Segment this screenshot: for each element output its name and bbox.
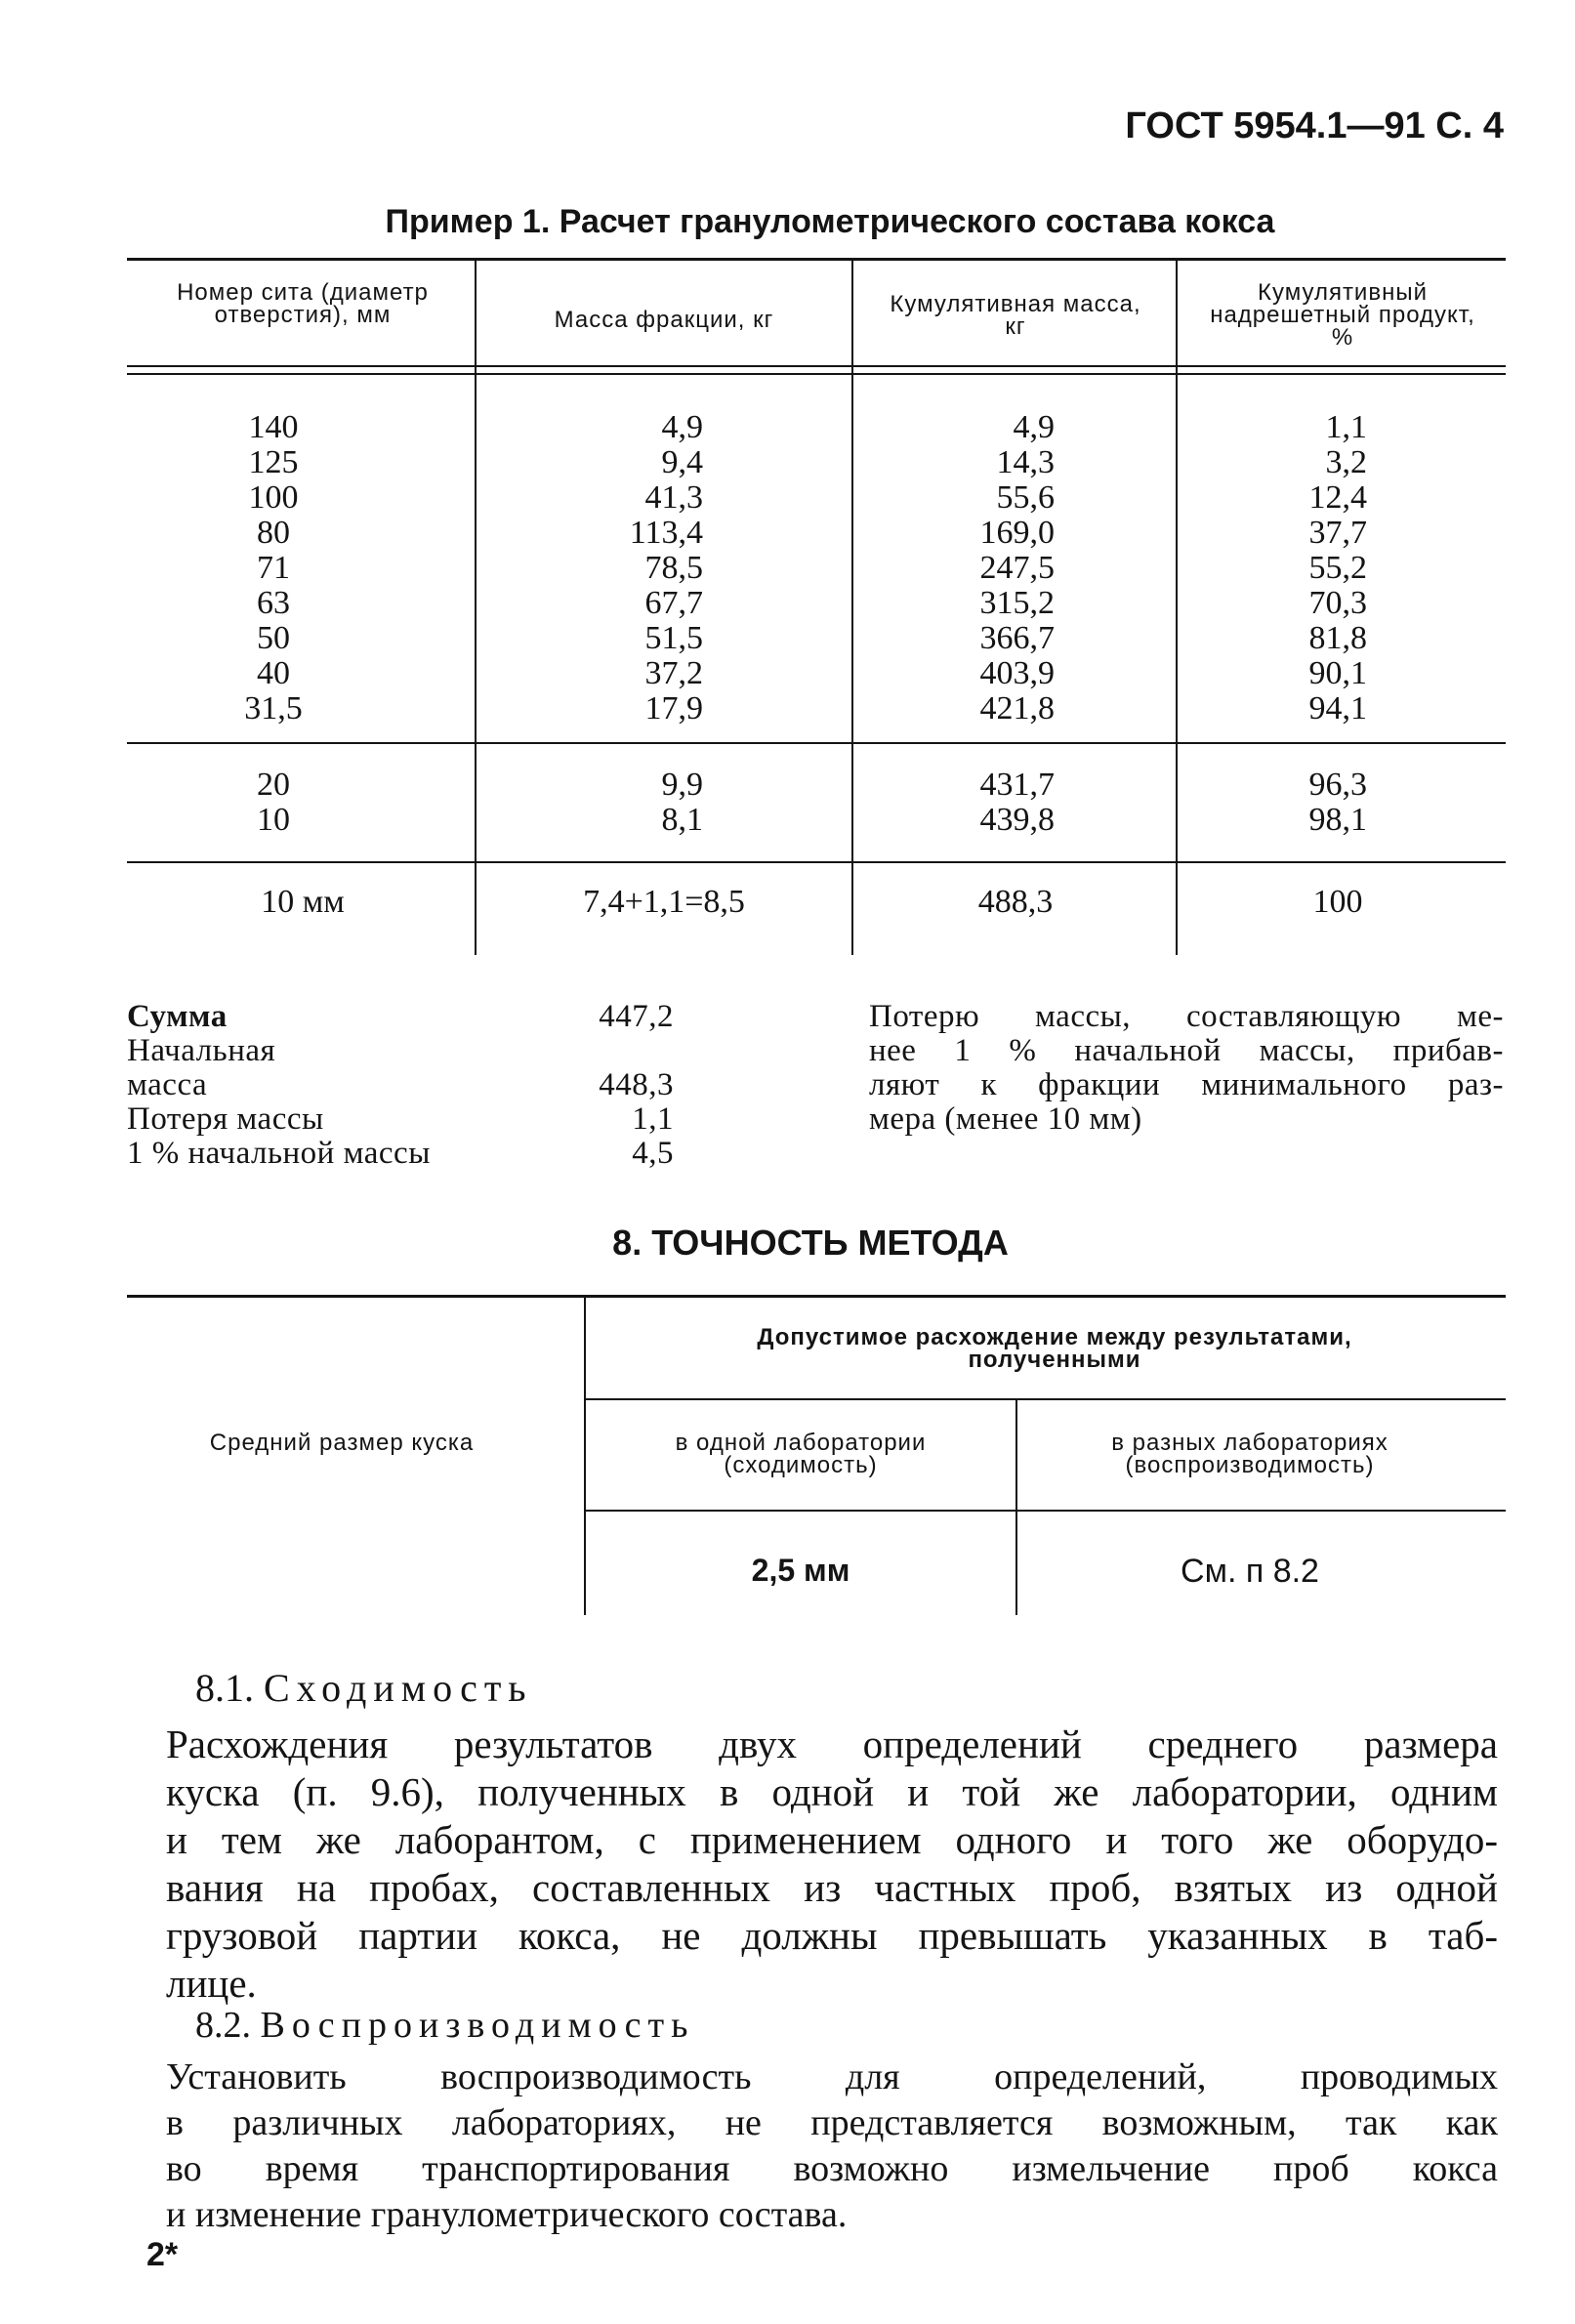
subsection-8-2-heading xyxy=(195,2004,694,2047)
paragraph-line: и изменение гранулометрического состава. xyxy=(166,2194,848,2235)
sieve-cell: 71 xyxy=(257,550,290,586)
cumulative-product-cell: 94,1 xyxy=(1308,690,1367,726)
summary-note-line: Потерю массы, составляющую ме- xyxy=(869,999,1504,1034)
cumulative-mass-column-1 xyxy=(918,410,1055,726)
paragraph-line: вания на пробах, составленных из частных проб, взятых из одной xyxy=(166,1865,1498,1910)
sieve-column-1 xyxy=(195,410,352,726)
paragraph-8-2 xyxy=(166,2054,1498,2238)
table2-sub-header-repeatability: в одной лаборатории (сходимость) xyxy=(675,1430,927,1478)
cumulative-product-cell: 12,4 xyxy=(1308,479,1367,516)
table2-group-rule xyxy=(586,1398,1506,1400)
mass-cell: 4,9 xyxy=(661,409,703,445)
summary-note-line: ляют к фракции минимального раз- xyxy=(869,1067,1504,1102)
summary-label: Начальная xyxy=(127,1033,276,1068)
sieve-cell: 140 xyxy=(248,409,299,445)
cumulative-product-cell: 1,1 xyxy=(1325,409,1367,445)
table1-col-divider-3 xyxy=(1176,260,1178,955)
col-header-sieve: Номер сита (диаметр отверстия), мм xyxy=(177,279,429,328)
mass-cell: 51,5 xyxy=(644,620,703,656)
subsection-title: Сходимость xyxy=(264,1666,533,1710)
col-header-cumulative-product: Кумулятивный надрешетный продукт, % xyxy=(1210,279,1475,351)
mass-cell: 113,4 xyxy=(629,515,703,551)
mass-cell: 17,9 xyxy=(644,690,703,726)
summary-value: 448,3 xyxy=(599,1067,674,1102)
summary-value: 1,1 xyxy=(632,1101,674,1137)
cumulative-mass-cell: 366,7 xyxy=(979,620,1055,656)
sieve-cell: 63 xyxy=(257,585,290,621)
summary-note-line: мера (менее 10 мм) xyxy=(869,1101,1142,1137)
paragraph-line: Установить воспроизводимость для определений, проводимых xyxy=(166,2056,1498,2097)
cumulative-mass-cell: 169,0 xyxy=(979,515,1055,551)
last-row-sieve: 10 мм xyxy=(261,884,345,920)
cumulative-mass-cell: 431,7 xyxy=(979,767,1055,803)
cumulative-mass-column-2 xyxy=(918,768,1055,838)
cumulative-mass-cell: 14,3 xyxy=(996,444,1055,480)
cumulative-product-cell: 98,1 xyxy=(1308,802,1367,838)
table1-header-rule-2 xyxy=(127,373,1506,375)
cumulative-mass-cell: 315,2 xyxy=(979,585,1055,621)
cumulative-product-cell: 90,1 xyxy=(1308,655,1367,691)
sieve-cell: 80 xyxy=(257,515,290,551)
mass-cell: 37,2 xyxy=(644,655,703,691)
cumulative-mass-cell: 403,9 xyxy=(979,655,1055,691)
paragraph-line: и тем же лаборантом, с применением одного и того же оборудо- xyxy=(166,1817,1498,1862)
section8-title: 8. ТОЧНОСТЬ МЕТОДА xyxy=(612,1223,1009,1263)
summary-label: масса xyxy=(127,1067,208,1102)
mass-cell: 8,1 xyxy=(661,802,703,838)
last-row-cumulative-mass: 488,3 xyxy=(977,884,1054,920)
paragraph-line: куска (п. 9.6), полученных в одной и той же лаборатории, одним xyxy=(166,1769,1498,1814)
col-header-cumulative-mass: Кумулятивная масса, кг xyxy=(890,291,1141,340)
sieve-cell: 40 xyxy=(257,655,290,691)
subsection-title: Воспроизводимость xyxy=(260,2005,695,2046)
subsection-number: 8.2. xyxy=(195,2005,251,2046)
mass-cell: 67,7 xyxy=(644,585,703,621)
cumulative-mass-cell: 439,8 xyxy=(979,802,1055,838)
table1-col-divider-2 xyxy=(851,260,853,955)
mass-column-2 xyxy=(566,768,703,838)
paragraph-line: в различных лабораториях, не представляется возможным, так как xyxy=(166,2102,1498,2143)
paragraph-line: Расхождения результатов двух определений среднего размера xyxy=(166,1722,1498,1766)
table1-col-divider-1 xyxy=(475,260,477,955)
paragraph-line: во время транспортирования возможно измельчение проб кокса xyxy=(166,2148,1498,2189)
table2-top-rule xyxy=(127,1295,1506,1298)
sieve-cell: 125 xyxy=(248,444,299,480)
example-title: Пример 1. Расчет гранулометрического состава кокса xyxy=(385,203,1275,240)
summary-note xyxy=(869,1000,1504,1137)
paragraph-line: грузовой партии кокса, не должны превышать указанных в таб- xyxy=(166,1913,1498,1958)
table1-last-rule xyxy=(127,861,1506,863)
paragraph-8-1 xyxy=(166,1721,1498,2008)
subsection-number: 8.1. xyxy=(195,1666,254,1710)
summary-values xyxy=(547,1000,674,1171)
cumulative-mass-cell: 421,8 xyxy=(979,690,1055,726)
paragraph-line: лице. xyxy=(166,1961,257,2006)
table2-col-divider-2 xyxy=(1015,1400,1017,1615)
table1-group-rule xyxy=(127,742,1506,744)
page-signature-mark: 2* xyxy=(146,2236,179,2273)
page-header: ГОСТ 5954.1—91 С. 4 xyxy=(1125,105,1504,146)
cumulative-product-cell: 96,3 xyxy=(1308,767,1367,803)
mass-cell: 41,3 xyxy=(644,479,703,516)
summary-label: 1 % начальной массы xyxy=(127,1136,431,1171)
cumulative-product-column-1 xyxy=(1260,410,1367,726)
sieve-cell: 50 xyxy=(257,620,290,656)
summary-labels xyxy=(127,1000,537,1171)
cumulative-mass-cell: 247,5 xyxy=(979,550,1055,586)
cumulative-product-cell: 70,3 xyxy=(1308,585,1367,621)
mass-cell: 78,5 xyxy=(644,550,703,586)
subsection-8-1-heading xyxy=(195,1665,533,1711)
summary-label: Потеря массы xyxy=(127,1101,324,1137)
mass-column-1 xyxy=(566,410,703,726)
mass-cell: 9,4 xyxy=(661,444,703,480)
sieve-cell: 100 xyxy=(248,479,299,516)
summary-value xyxy=(547,1034,674,1068)
sieve-cell: 10 xyxy=(257,802,290,838)
summary-value: 447,2 xyxy=(599,999,674,1034)
cumulative-product-cell: 3,2 xyxy=(1325,444,1367,480)
cumulative-product-cell: 55,2 xyxy=(1308,550,1367,586)
cumulative-product-cell: 81,8 xyxy=(1308,620,1367,656)
table2-sub-header-reproducibility: в разных лабораториях (воспроизводимость) xyxy=(1111,1430,1388,1478)
table2-value-repeatability: 2,5 мм xyxy=(751,1553,850,1588)
last-row-cumulative-product: 100 xyxy=(1312,884,1363,920)
cumulative-product-cell: 37,7 xyxy=(1308,515,1367,551)
sieve-cell: 20 xyxy=(257,767,290,803)
table1-header-rule-1 xyxy=(127,365,1506,367)
table1-top-rule xyxy=(127,258,1506,261)
cumulative-mass-cell: 4,9 xyxy=(1013,409,1055,445)
mass-cell: 9,9 xyxy=(661,767,703,803)
sieve-cell: 31,5 xyxy=(244,690,303,726)
table2-group-header: Допустимое расхождение между результатами, полученными xyxy=(757,1324,1352,1373)
table2-row-header: Средний размер куска xyxy=(209,1430,475,1456)
table2-col-divider-1 xyxy=(584,1297,586,1615)
table2-value-reproducibility: См. п 8.2 xyxy=(1181,1553,1319,1590)
summary-label-sum: Сумма xyxy=(127,999,228,1034)
table2-sub-rule xyxy=(586,1510,1506,1512)
col-header-mass: Масса фракции, кг xyxy=(554,307,774,333)
summary-value: 4,5 xyxy=(632,1136,674,1171)
sieve-column-2 xyxy=(195,768,352,838)
cumulative-product-column-2 xyxy=(1260,768,1367,838)
cumulative-mass-cell: 55,6 xyxy=(996,479,1055,516)
last-row-mass: 7,4+1,1=8,5 xyxy=(583,884,745,920)
summary-note-line: нее 1 % начальной массы, прибав- xyxy=(869,1033,1504,1068)
